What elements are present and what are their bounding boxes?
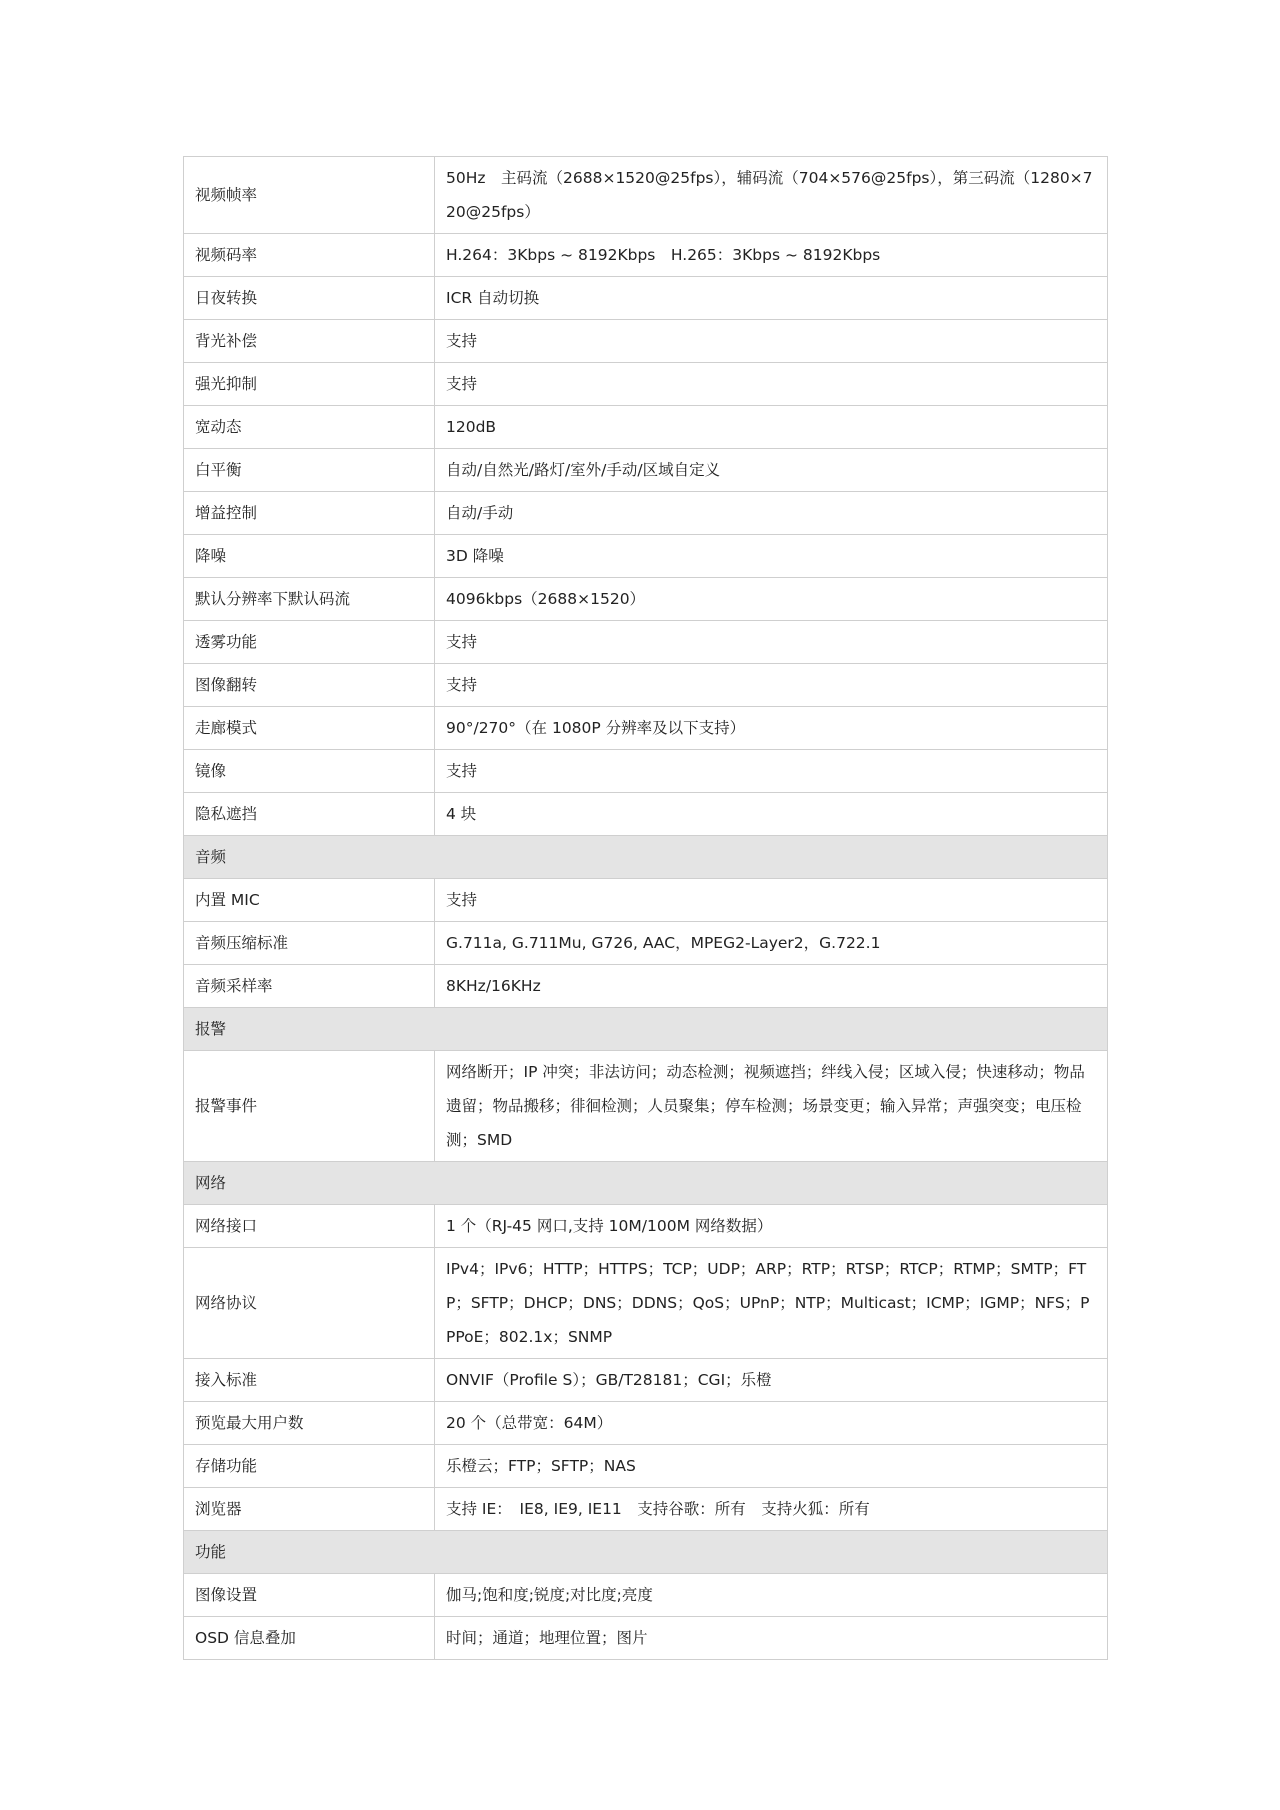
spec-label: 报警事件 [184,1051,435,1162]
spec-value: 支持 [435,621,1108,664]
spec-label: 隐私遮挡 [184,793,435,836]
spec-label: 音频压缩标准 [184,922,435,965]
table-row [184,922,1108,965]
spec-label: 镜像 [184,750,435,793]
spec-label: 强光抑制 [184,363,435,406]
section-header-row [184,1162,1108,1205]
spec-value: IPv4；IPv6；HTTP；HTTPS；TCP；UDP；ARP；RTP；RTSP；RTCP；RTMP；SMTP；FTP；SFTP；DHCP；DNS；DDNS；QoS；UPnP；NTP；Multicast；ICMP；IGMP；NFS；PPPoE；802.1x；SNMP [435,1248,1108,1359]
table-row [184,879,1108,922]
spec-label: 存储功能 [184,1445,435,1488]
section-title: 音频 [184,836,1108,879]
spec-value: ICR 自动切换 [435,277,1108,320]
table-row [184,1574,1108,1617]
spec-value: 90°/270°（在 1080P 分辨率及以下支持） [435,707,1108,750]
spec-label: 走廊模式 [184,707,435,750]
spec-label: 网络接口 [184,1205,435,1248]
spec-value: 4096kbps（2688×1520） [435,578,1108,621]
table-row [184,621,1108,664]
section-header-row [184,1008,1108,1051]
spec-value: 伽马;饱和度;锐度;对比度;亮度 [435,1574,1108,1617]
spec-value: ONVIF（Profile S）；GB/T28181；CGI；乐橙 [435,1359,1108,1402]
spec-value: 自动/自然光/路灯/室外/手动/区域自定义 [435,449,1108,492]
spec-label: 背光补偿 [184,320,435,363]
table-row [184,578,1108,621]
spec-value: 网络断开；IP 冲突；非法访问；动态检测；视频遮挡；绊线入侵；区域入侵；快速移动；物品遗留；物品搬移；徘徊检测；人员聚集；停车检测；场景变更；输入异常；声强突变；电压检测；SMD [435,1051,1108,1162]
spec-label: 图像翻转 [184,664,435,707]
spec-label: 降噪 [184,535,435,578]
spec-label: 音频采样率 [184,965,435,1008]
table-row [184,492,1108,535]
spec-label: 预览最大用户数 [184,1402,435,1445]
table-row [184,793,1108,836]
table-row [184,234,1108,277]
spec-value: 支持 [435,750,1108,793]
spec-table-body [184,157,1108,1660]
spec-value: 1 个（RJ-45 网口,支持 10M/100M 网络数据） [435,1205,1108,1248]
spec-label: OSD 信息叠加 [184,1617,435,1660]
spec-label: 图像设置 [184,1574,435,1617]
spec-value: 自动/手动 [435,492,1108,535]
section-title: 网络 [184,1162,1108,1205]
spec-label: 透雾功能 [184,621,435,664]
table-row [184,1445,1108,1488]
table-row [184,277,1108,320]
table-row [184,320,1108,363]
table-row [184,664,1108,707]
spec-label: 增益控制 [184,492,435,535]
spec-value: 支持 [435,664,1108,707]
section-title: 功能 [184,1531,1108,1574]
table-row [184,1359,1108,1402]
spec-label: 视频帧率 [184,157,435,234]
spec-label: 接入标准 [184,1359,435,1402]
spec-value: G.711a, G.711Mu, G726, AAC，MPEG2-Layer2，G.722.1 [435,922,1108,965]
spec-table [183,156,1108,1660]
spec-label: 内置 MIC [184,879,435,922]
spec-label: 网络协议 [184,1248,435,1359]
spec-value: 20 个（总带宽：64M） [435,1402,1108,1445]
spec-value: 3D 降噪 [435,535,1108,578]
spec-value: 时间；通道；地理位置；图片 [435,1617,1108,1660]
table-row [184,750,1108,793]
spec-value: H.264：3Kbps ~ 8192Kbps H.265：3Kbps ~ 8192Kbps [435,234,1108,277]
table-row [184,1617,1108,1660]
table-row [184,1488,1108,1531]
section-header-row [184,836,1108,879]
spec-value: 支持 [435,320,1108,363]
table-row [184,1051,1108,1162]
spec-value: 120dB [435,406,1108,449]
section-title: 报警 [184,1008,1108,1051]
spec-value: 支持 [435,879,1108,922]
spec-value: 4 块 [435,793,1108,836]
table-row [184,363,1108,406]
table-row [184,157,1108,234]
spec-label: 浏览器 [184,1488,435,1531]
spec-value: 支持 [435,363,1108,406]
spec-value: 支持 IE： IE8, IE9, IE11 支持谷歌：所有 支持火狐：所有 [435,1488,1108,1531]
table-row [184,535,1108,578]
spec-label: 白平衡 [184,449,435,492]
table-row [184,449,1108,492]
table-row [184,1402,1108,1445]
spec-label: 视频码率 [184,234,435,277]
table-row [184,406,1108,449]
spec-value: 50Hz 主码流（2688×1520@25fps），辅码流（704×576@25fps），第三码流（1280×720@25fps） [435,157,1108,234]
spec-label: 默认分辨率下默认码流 [184,578,435,621]
spec-value: 乐橙云；FTP；SFTP；NAS [435,1445,1108,1488]
table-row [184,965,1108,1008]
table-row [184,707,1108,750]
spec-label: 日夜转换 [184,277,435,320]
spec-label: 宽动态 [184,406,435,449]
table-row [184,1248,1108,1359]
section-header-row [184,1531,1108,1574]
spec-value: 8KHz/16KHz [435,965,1108,1008]
table-row [184,1205,1108,1248]
